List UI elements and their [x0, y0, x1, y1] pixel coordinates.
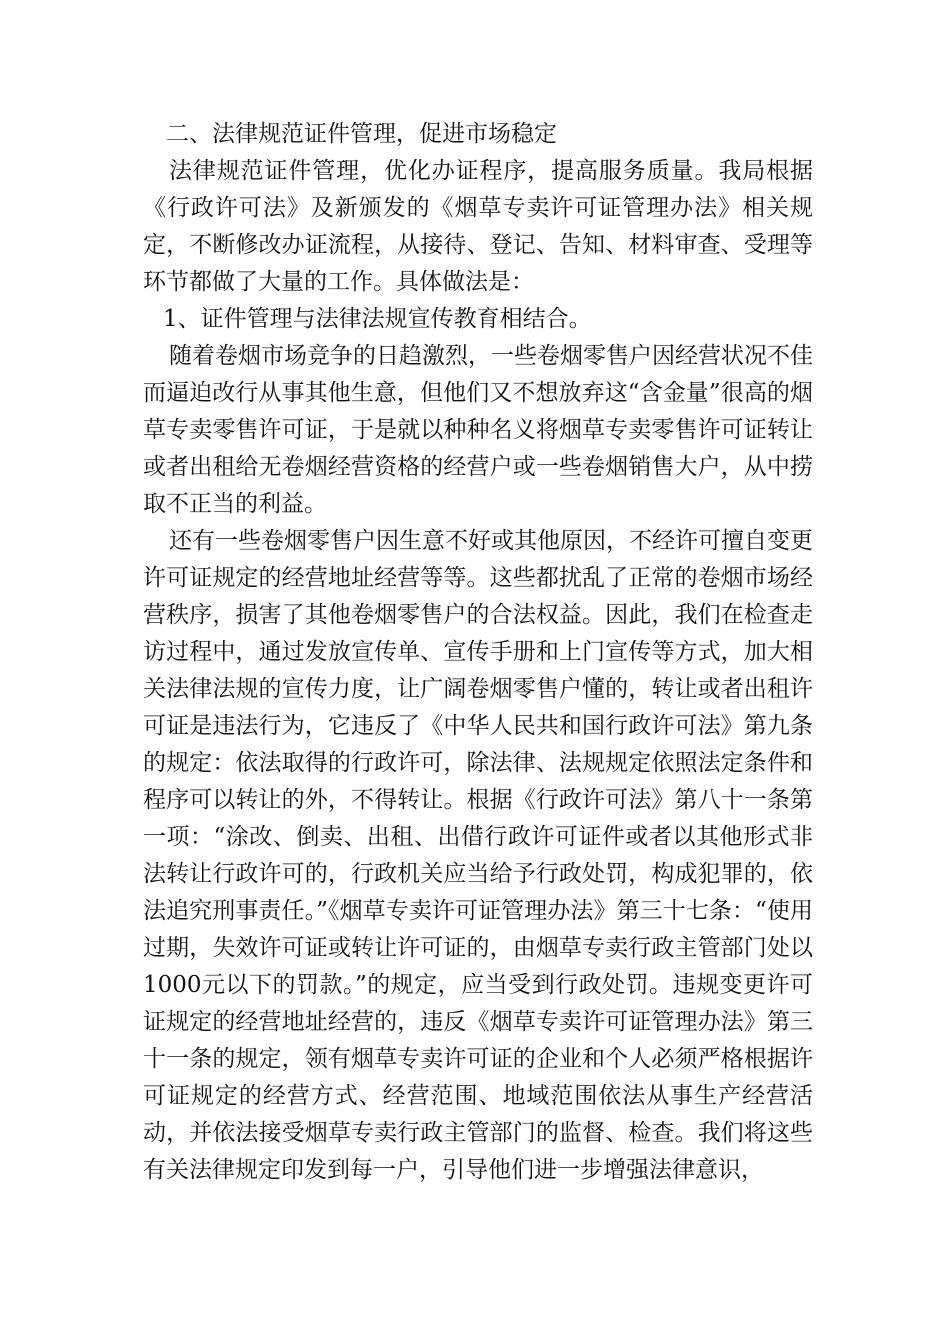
intro-paragraph: 法律规范证件管理，优化办证程序，提高服务质量。我局根据《行政许可法》及新颁发的《烟草专卖许可证管理办法》相关规定，不断修改办证流程，从接待、登记、告知、材料审查、受理等环节都做了大量的工作。具体做法是：	[143, 158, 813, 295]
section-heading: 二、法律规范证件管理，促进市场稳定	[166, 121, 557, 147]
document-body	[143, 116, 813, 1189]
body-paragraph-1: 随着卷烟市场竞争的日趋激烈，一些卷烟零售户因经营状况不佳而逼迫改行从事其他生意，但他们又不想放弃这“含金量”很高的烟草专卖零售许可证，于是就以种种名义将烟草专卖零售许可证转让或者出租给无卷烟经营资格的经营户或一些卷烟销售大户，从中捞取不正当的利益。	[143, 343, 813, 517]
list-item-1: 1、证件管理与法律法规宣传教育相结合。	[163, 306, 592, 332]
body-paragraph-2: 还有一些卷烟零售户因生意不好或其他原因，不经许可擅自变更许可证规定的经营地址经营等等。这些都扰乱了正常的卷烟市场经营秩序，损害了其他卷烟零售户的合法权益。因此，我们在检查走访过程中，通过发放宣传单、宣传手册和上门宣传等方式，加大相关法律法规的宣传力度，让广阔卷烟零售户懂的，转让或者出租许可证是违法行为，它违反了《中华人民共和国行政许可法》第九条的规定：依法取得的行政许可，除法律、法规规定依照法定条件和程序可以转让的外，不得转让。根据《行政许可法》第八十一条第一项：“涂改、倒卖、出租、出借行政许可证件或者以其他形式非法转让行政许可的，行政机关应当给予行政处罚，构成犯罪的，依法追究刑事责任。”《烟草专卖许可证管理办法》第三十七条：“使用过期，失效许可证或转让许可证的，由烟草专卖行政主管部门处以1000元以下的罚款。”的规定，应当受到行政处罚。违规变更许可证规定的经营地址经营的，违反《烟草专卖许可证管理办法》第三十一条的规定，领有烟草专卖许可证的企业和个人必须严格根据许可证规定的经营方式、经营范围、地域范围依法从事生产经营活动，并依法接受烟草专卖行政主管部门的监督、检查。我们将这些有关法律规定印发到每一户，引导他们进一步增强法律意识，	[143, 528, 813, 1183]
